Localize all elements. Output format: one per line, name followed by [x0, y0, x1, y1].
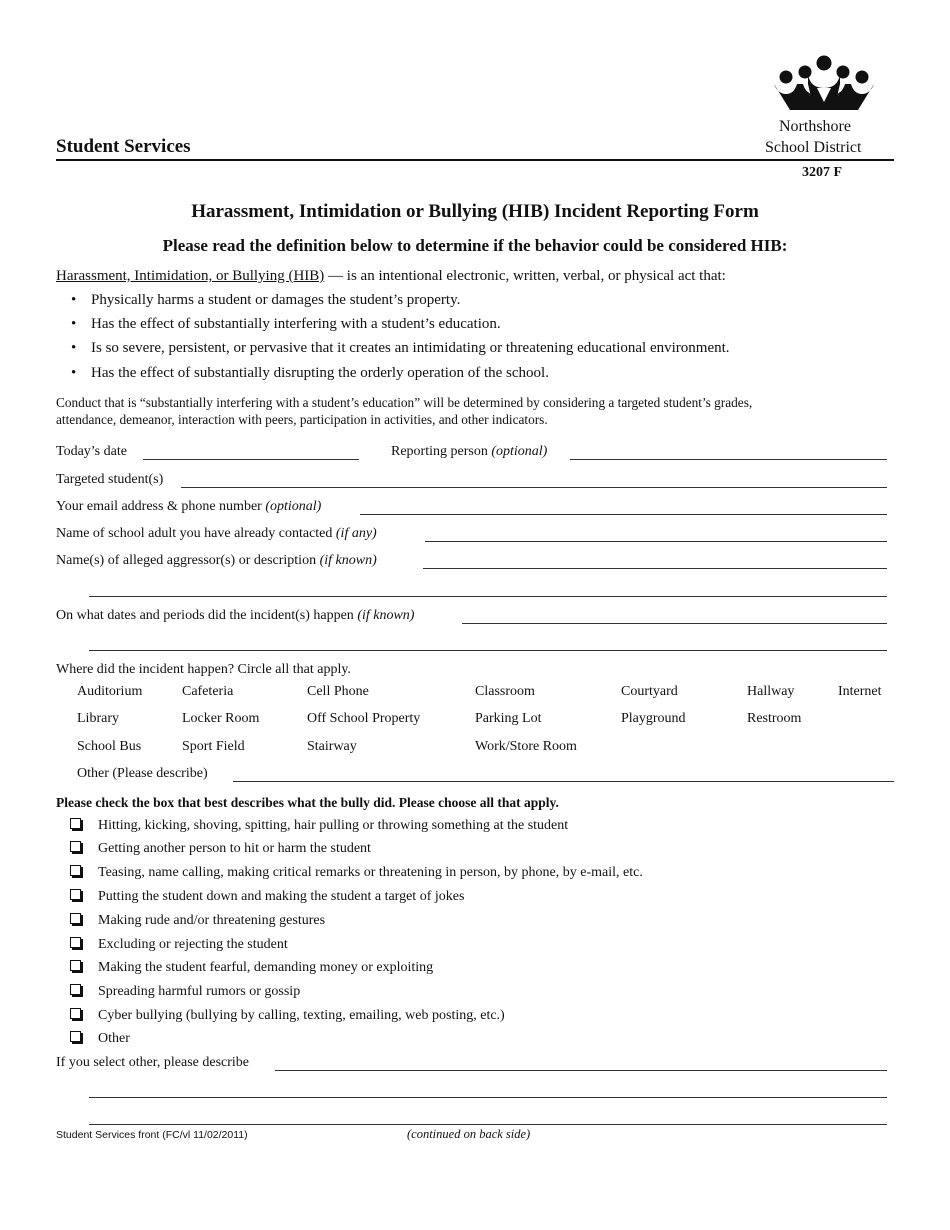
location-option[interactable]: Restroom: [747, 711, 802, 726]
behavior-option-label: Hitting, kicking, shoving, spitting, hair pulling or throwing something at the student: [98, 818, 569, 833]
behavior-option-label: Excluding or rejecting the student: [98, 937, 288, 952]
dates-periods-qualifier: (if known): [357, 608, 415, 623]
todays-date-field[interactable]: [143, 459, 359, 460]
school-adult-field[interactable]: [425, 541, 887, 542]
behavior-option-label: Teasing, name calling, making critical remarks or threatening in person, by phone, by e-mail, etc.: [98, 865, 643, 880]
behavior-option-label: Making rude and/or threatening gestures: [98, 913, 326, 928]
reporting-person-text: Reporting person: [391, 444, 488, 459]
location-option[interactable]: Classroom: [475, 684, 535, 699]
todays-date-label: Today’s date: [56, 444, 127, 459]
definition-bullet-text: Has the effect of substantially disrupting the orderly operation of the school.: [91, 365, 549, 381]
school-adult-text: Name of school adult you have already contacted: [56, 526, 333, 541]
location-option[interactable]: Hallway: [747, 684, 795, 699]
definition-bullet-text: Is so severe, persistent, or pervasive that it creates an intimidating or threatening educational environment.: [91, 340, 730, 356]
location-option[interactable]: Library: [77, 711, 119, 726]
behavior-option-label: Spreading harmful rumors or gossip: [98, 984, 301, 999]
section-heading: Student Services: [56, 136, 191, 157]
footer-form-id: Student Services front (FC/vl 11/02/2011): [56, 1129, 248, 1141]
location-prompt: Where did the incident happen? Circle all that apply.: [56, 662, 351, 677]
location-option[interactable]: Playground: [621, 711, 686, 726]
district-name-line2: School District: [765, 139, 862, 156]
email-phone-text: Your email address & phone number: [56, 499, 262, 514]
dates-periods-text: On what dates and periods did the incident(s) happen: [56, 608, 354, 623]
targeted-students-label: Targeted student(s): [56, 472, 164, 487]
definition-term: Harassment, Intimidation, or Bullying (HIB): [56, 268, 325, 284]
aggressor-label: [56, 553, 377, 569]
behavior-checkbox[interactable]: [70, 1008, 81, 1019]
form-title: Harassment, Intimidation or Bullying (HIB) Incident Reporting Form: [191, 201, 759, 222]
other-describe-label: If you select other, please describe: [56, 1055, 250, 1070]
form-code: 3207 F: [802, 165, 843, 180]
school-adult-qualifier: (if any): [335, 526, 377, 541]
behavior-checkbox[interactable]: [70, 889, 81, 900]
location-option[interactable]: Courtyard: [621, 684, 678, 699]
behavior-checkbox[interactable]: [70, 913, 81, 924]
behavior-prompt: Please check the box that best describes what the bully did. Please choose all that apply.: [56, 795, 559, 810]
behavior-option-label: Making the student fearful, demanding money or exploiting: [98, 960, 434, 975]
behavior-checkbox[interactable]: [70, 818, 81, 829]
behavior-checkbox[interactable]: [70, 937, 81, 948]
location-option[interactable]: Parking Lot: [475, 711, 542, 726]
dates-periods-field-continued[interactable]: [89, 650, 887, 651]
behavior-checkbox[interactable]: [70, 984, 81, 995]
definition-note-line1: Conduct that is “substantially interfering with a student’s education” will be determined by considering a targeted student’s grades,: [56, 395, 753, 410]
targeted-students-field[interactable]: [181, 487, 887, 488]
definition-bullet: •: [71, 292, 77, 308]
behavior-checkbox[interactable]: [70, 1031, 81, 1042]
location-other-field[interactable]: [233, 781, 894, 782]
location-option[interactable]: Internet: [838, 684, 882, 699]
form-subtitle: Please read the definition below to determine if the behavior could be considered HIB:: [162, 236, 788, 255]
reporting-person-label: [391, 444, 547, 460]
behavior-option-label: Putting the student down and making the student a target of jokes: [98, 889, 465, 904]
aggressor-text: Name(s) of alleged aggressor(s) or description: [56, 553, 317, 568]
aggressor-field[interactable]: [423, 568, 887, 569]
definition-bullet-text: Has the effect of substantially interfering with a student’s education.: [91, 316, 501, 332]
definition-bullet: •: [71, 316, 77, 332]
email-phone-qualifier: (optional): [265, 499, 322, 514]
behavior-option-label: Getting another person to hit or harm the student: [98, 841, 371, 856]
location-option[interactable]: Stairway: [307, 739, 357, 754]
aggressor-qualifier: (if known): [319, 553, 377, 568]
location-option[interactable]: Locker Room: [182, 711, 260, 726]
definition-note-line2: attendance, demeanor, interaction with peers, participation in activities, and other indicators.: [56, 412, 548, 427]
email-phone-field[interactable]: [360, 514, 887, 515]
location-option[interactable]: Cafeteria: [182, 684, 234, 699]
district-logo: [770, 54, 878, 116]
email-phone-label: [56, 499, 321, 515]
other-describe-field-continued[interactable]: [89, 1124, 887, 1125]
definition-line: [56, 268, 726, 285]
reporting-person-qualifier: (optional): [491, 444, 548, 459]
location-option[interactable]: School Bus: [77, 739, 142, 754]
behavior-option-label: Cyber bullying (bullying by calling, texting, emailing, web posting, etc.): [98, 1008, 505, 1023]
reporting-person-field[interactable]: [570, 459, 887, 460]
location-option[interactable]: Sport Field: [182, 739, 245, 754]
definition-bullet-text: Physically harms a student or damages the student’s property.: [91, 292, 461, 308]
location-option[interactable]: Off School Property: [307, 711, 421, 726]
aggressor-field-continued[interactable]: [89, 596, 887, 597]
location-option[interactable]: Work/Store Room: [475, 739, 577, 754]
behavior-checkbox[interactable]: [70, 841, 81, 852]
definition-bullet: •: [71, 340, 77, 356]
location-option[interactable]: Auditorium: [77, 684, 143, 699]
other-describe-field[interactable]: [275, 1070, 887, 1071]
location-option[interactable]: Cell Phone: [307, 684, 369, 699]
behavior-option-label: Other: [98, 1031, 130, 1046]
other-describe-field-continued[interactable]: [89, 1097, 887, 1098]
definition-rest: — is an intentional electronic, written, verbal, or physical act that:: [324, 268, 726, 284]
school-adult-label: [56, 526, 377, 542]
header-rule: [56, 159, 894, 161]
location-other-label: Other (Please describe): [77, 766, 208, 781]
definition-bullet: •: [71, 365, 77, 381]
behavior-checkbox[interactable]: [70, 865, 81, 876]
footer-continued: (continued on back side): [407, 1127, 531, 1141]
dates-periods-field[interactable]: [462, 623, 887, 624]
dates-periods-label: [56, 608, 414, 624]
behavior-checkbox[interactable]: [70, 960, 81, 971]
district-name-line1: Northshore: [779, 118, 851, 135]
